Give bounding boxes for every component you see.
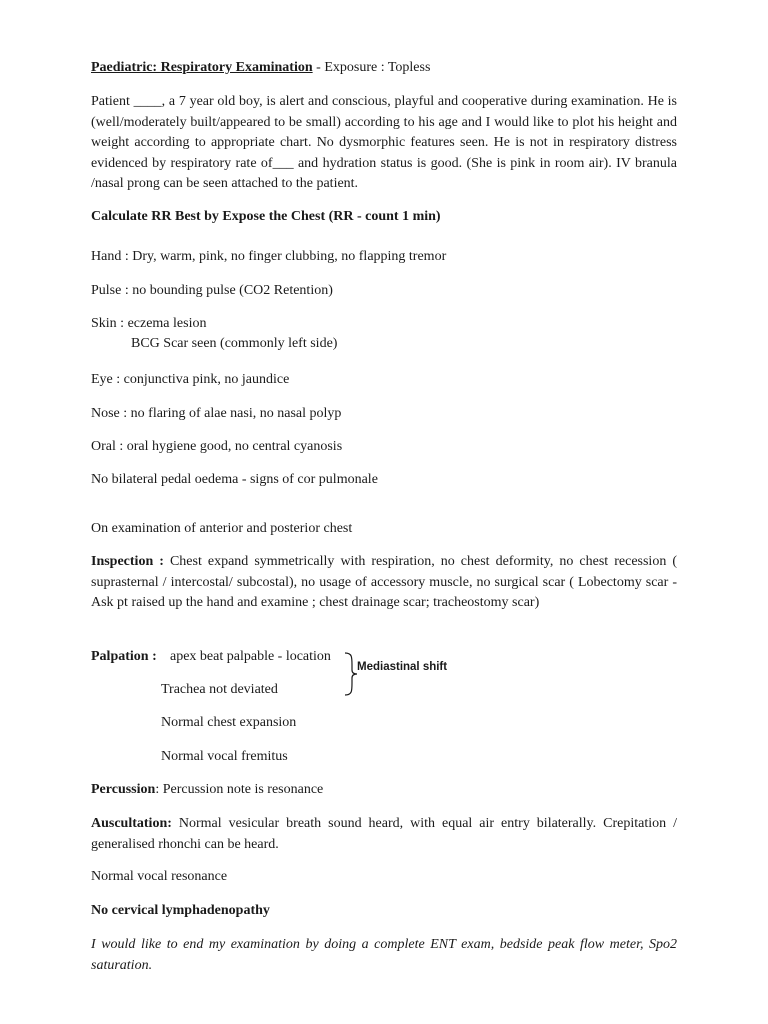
skin-line: Skin : eczema lesion [91,316,207,331]
mediastinal-shift-note: Mediastinal shift [357,661,448,673]
rr-heading: Calculate RR Best by Expose the Chest (RR - count 1 min) [91,209,441,224]
palpation-item-fremitus: Normal vocal fremitus [161,749,288,764]
auscultation-label: Auscultation: [91,816,172,831]
inspection-paragraph [91,552,677,614]
vocal-resonance-line: Normal vocal resonance [91,869,228,884]
palpation-item-apex: apex beat palpable - location [170,649,331,664]
title-line [91,58,430,79]
auscultation-paragraph [91,814,677,855]
eye-line: Eye : conjunctiva pink, no jaundice [91,372,290,387]
inspection-label: Inspection : [91,554,164,569]
palpation-item-expansion: Normal chest expansion [161,715,297,730]
auscultation-text: Normal vesicular breath sound heard, with equal air entry bilaterally. Crepitation / generalised rhonchi can be heard. [91,816,677,852]
curly-brace-icon [342,651,360,697]
hand-line: Hand : Dry, warm, pink, no finger clubbing, no flapping tremor [91,249,447,264]
percussion-label: Percussion [91,782,156,797]
title-separator: - [312,60,325,75]
chest-intro: On examination of anterior and posterior chest [91,521,353,536]
pedal-line: No bilateral pedal oedema - signs of cor pulmonale [91,472,378,487]
nose-line: Nose : no flaring of alae nasi, no nasal polyp [91,406,342,421]
intro-paragraph: Patient ____, a 7 year old boy, is alert and conscious, playful and cooperative during examination. He is (well/moderately built/appeared to be small) according to his age and I would like to plot his height and weight according to appropriate chart. No dysmorphic features seen. He is not in respiratory distress evidenced by respiratory rate of___ and hydration status is good. (She is pink in room air). IV branula /nasal prong can be seen attached to the patient. [91,94,677,191]
closing-paragraph: I would like to end my examination by doing a complete ENT exam, bedside peak flow meter, Spo2 saturation. [91,937,677,973]
palpation-item-trachea: Trachea not deviated [161,682,278,697]
page-title: Paediatric: Respiratory Examination [91,60,313,75]
bcg-line: BCG Scar seen (commonly left side) [131,336,338,351]
inspection-text: Chest expand symmetrically with respiration, no chest deformity, no chest recession ( suprasternal / intercostal/ subcostal), no usage of accessory muscle, no surgical scar ( Lobectomy scar - Ask pt raised up the hand and examine ; chest drainage scar; tracheostomy scar) [91,554,678,610]
lymph-line: No cervical lymphadenopathy [91,903,270,918]
pulse-line: Pulse : no bounding pulse (CO2 Retention) [91,283,333,298]
exposure-note: Exposure : Topless [324,60,431,75]
palpation-label: Palpation : [91,649,157,664]
oral-line: Oral : oral hygiene good, no central cyanosis [91,439,343,454]
percussion-line [91,780,323,801]
percussion-text: : Percussion note is resonance [155,782,324,797]
